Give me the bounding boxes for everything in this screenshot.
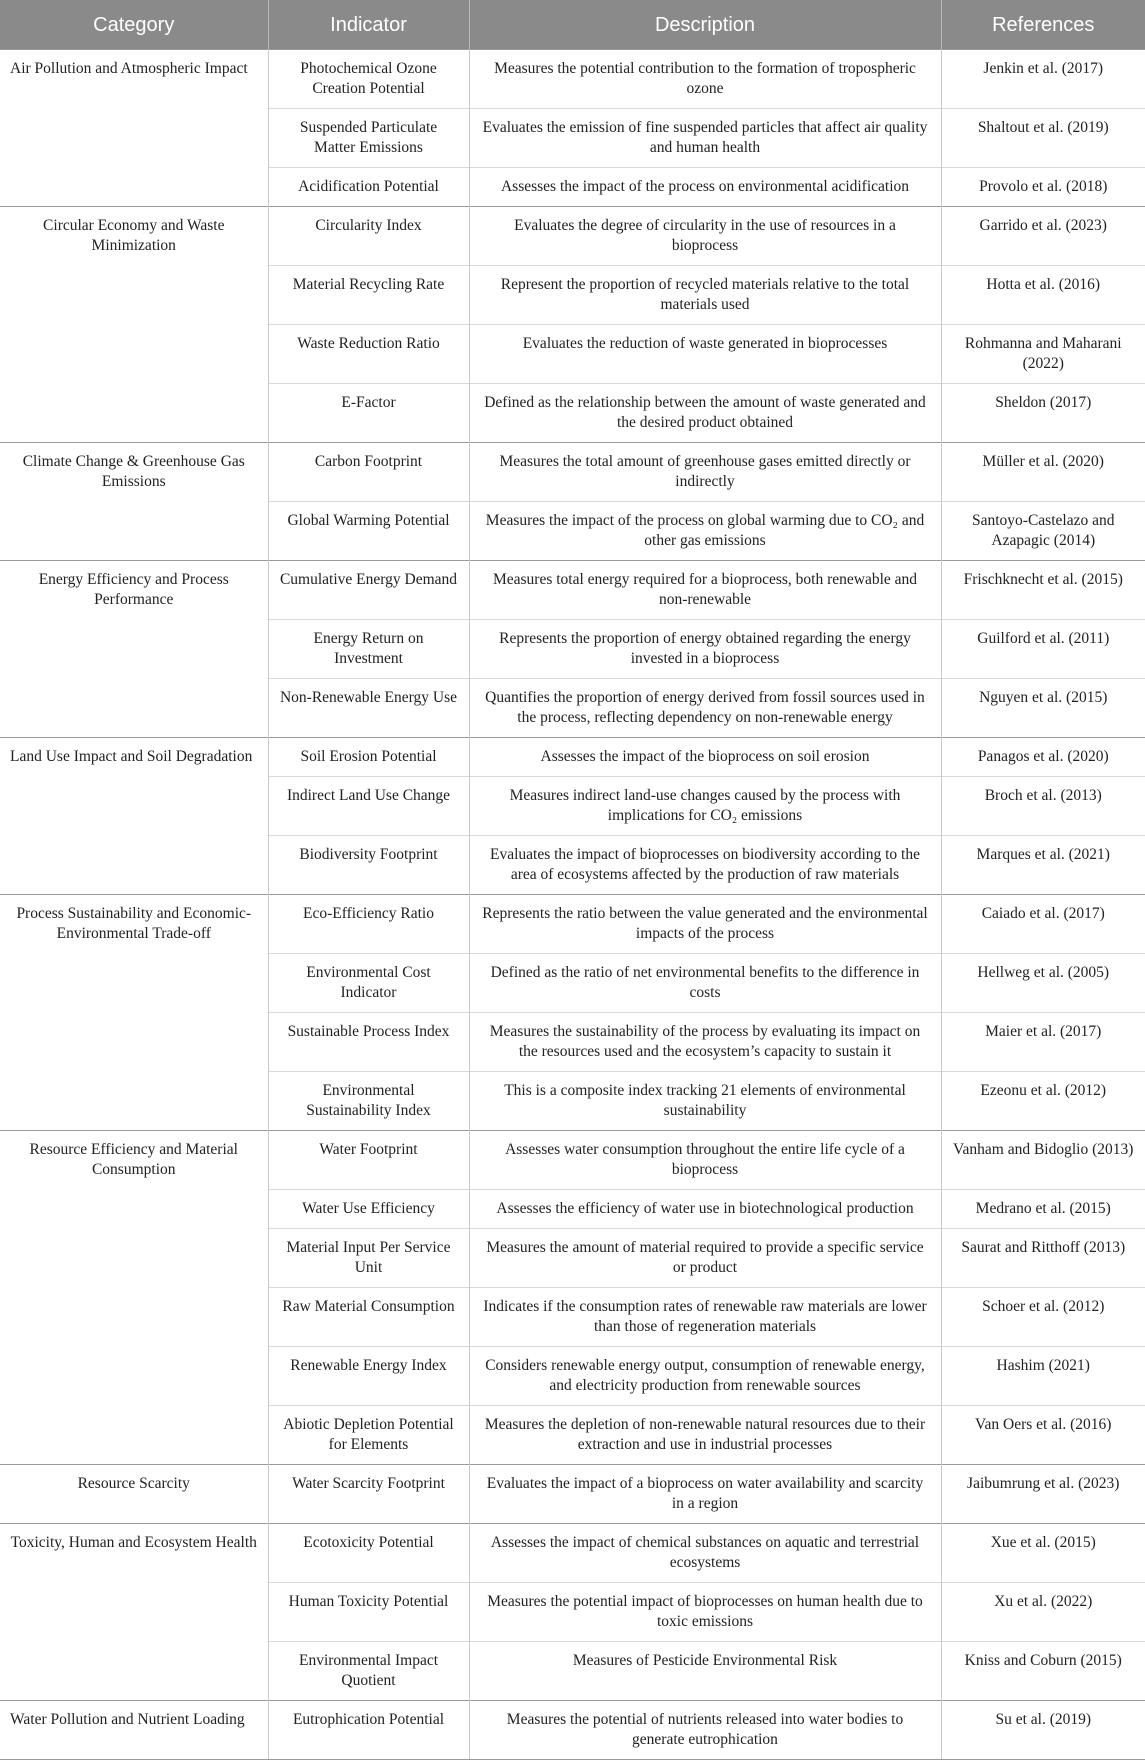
table-row <box>0 738 1145 777</box>
reference-cell: Broch et al. (2013) <box>941 777 1145 836</box>
table-row <box>0 1131 1145 1190</box>
indicator-cell: Material Input Per Service Unit <box>268 1229 469 1288</box>
table-row <box>0 1465 1145 1524</box>
description-cell: Measures the sustainability of the process by evaluating its impact on the resources used and the ecosystem’s capacity to sustain it <box>469 1013 941 1072</box>
indicator-cell: Water Scarcity Footprint <box>268 1465 469 1524</box>
description-cell: Assesses the efficiency of water use in biotechnological production <box>469 1190 941 1229</box>
indicator-cell: Environmental Impact Quotient <box>268 1642 469 1701</box>
category-cell: Land Use Impact and Soil Degradation <box>0 738 268 895</box>
reference-cell: Müller et al. (2020) <box>941 443 1145 502</box>
reference-cell: Frischknecht et al. (2015) <box>941 561 1145 620</box>
reference-cell: Schoer et al. (2012) <box>941 1288 1145 1347</box>
indicator-cell: Cumulative Energy Demand <box>268 561 469 620</box>
indicator-cell: Eutrophication Potential <box>268 1701 469 1760</box>
description-cell: Measures the depletion of non-renewable natural resources due to their extraction and use in industrial processes <box>469 1406 941 1465</box>
indicator-cell: Water Use Efficiency <box>268 1190 469 1229</box>
reference-cell: Xu et al. (2022) <box>941 1583 1145 1642</box>
indicator-cell: Global Warming Potential <box>268 502 469 561</box>
indicator-cell: Environmental Sustainability Index <box>268 1072 469 1131</box>
description-cell: Indicates if the consumption rates of renewable raw materials are lower than those of regeneration materials <box>469 1288 941 1347</box>
table-body <box>0 50 1145 1760</box>
reference-cell: Provolo et al. (2018) <box>941 168 1145 207</box>
description-cell: Measures the impact of the process on global warming due to CO₂ and other gas emissions <box>469 502 941 561</box>
description-cell: Evaluates the reduction of waste generated in bioprocesses <box>469 325 941 384</box>
category-cell: Process Sustainability and Economic-Environmental Trade-off <box>0 895 268 1131</box>
header-category: Category <box>0 0 268 50</box>
description-cell: Evaluates the degree of circularity in the use of resources in a bioprocess <box>469 207 941 266</box>
description-cell: Considers renewable energy output, consumption of renewable energy, and electricity production from renewable sources <box>469 1347 941 1406</box>
description-cell: Represents the proportion of energy obtained regarding the energy invested in a bioprocess <box>469 620 941 679</box>
table-row <box>0 1524 1145 1583</box>
indicator-cell: Acidification Potential <box>268 168 469 207</box>
indicator-cell: Non-Renewable Energy Use <box>268 679 469 738</box>
description-cell: This is a composite index tracking 21 elements of environmental sustainability <box>469 1072 941 1131</box>
reference-cell: Kniss and Coburn (2015) <box>941 1642 1145 1701</box>
category-cell: Climate Change & Greenhouse Gas Emissions <box>0 443 268 561</box>
description-cell: Evaluates the emission of fine suspended particles that affect air quality and human health <box>469 109 941 168</box>
indicator-cell: Sustainable Process Index <box>268 1013 469 1072</box>
reference-cell: Medrano et al. (2015) <box>941 1190 1145 1229</box>
reference-cell: Guilford et al. (2011) <box>941 620 1145 679</box>
category-cell: Resource Scarcity <box>0 1465 268 1524</box>
reference-cell: Panagos et al. (2020) <box>941 738 1145 777</box>
description-cell: Assesses the impact of the process on environmental acidification <box>469 168 941 207</box>
reference-cell: Saurat and Ritthoff (2013) <box>941 1229 1145 1288</box>
indicator-cell: Circularity Index <box>268 207 469 266</box>
indicator-cell: Biodiversity Footprint <box>268 836 469 895</box>
indicator-cell: Eco-Efficiency Ratio <box>268 895 469 954</box>
reference-cell: Hellweg et al. (2005) <box>941 954 1145 1013</box>
reference-cell: Maier et al. (2017) <box>941 1013 1145 1072</box>
indicator-cell: Material Recycling Rate <box>268 266 469 325</box>
description-cell: Measures the amount of material required to provide a specific service or product <box>469 1229 941 1288</box>
table-row <box>0 50 1145 109</box>
category-cell: Toxicity, Human and Ecosystem Health <box>0 1524 268 1701</box>
header-description: Description <box>469 0 941 50</box>
category-cell: Resource Efficiency and Material Consumption <box>0 1131 268 1465</box>
reference-cell: Nguyen et al. (2015) <box>941 679 1145 738</box>
reference-cell: Van Oers et al. (2016) <box>941 1406 1145 1465</box>
description-cell: Assesses water consumption throughout the entire life cycle of a bioprocess <box>469 1131 941 1190</box>
reference-cell: Hotta et al. (2016) <box>941 266 1145 325</box>
indicator-cell: E-Factor <box>268 384 469 443</box>
description-cell: Represent the proportion of recycled materials relative to the total materials used <box>469 266 941 325</box>
indicator-cell: Soil Erosion Potential <box>268 738 469 777</box>
description-cell: Measures indirect land-use changes caused by the process with implications for CO₂ emissions <box>469 777 941 836</box>
reference-cell: Caiado et al. (2017) <box>941 895 1145 954</box>
description-cell: Measures total energy required for a bioprocess, both renewable and non-renewable <box>469 561 941 620</box>
description-cell: Measures the potential of nutrients released into water bodies to generate eutrophication <box>469 1701 941 1760</box>
table-row <box>0 1701 1145 1760</box>
reference-cell: Xue et al. (2015) <box>941 1524 1145 1583</box>
description-cell: Defined as the ratio of net environmental benefits to the difference in costs <box>469 954 941 1013</box>
table-row <box>0 895 1145 954</box>
indicator-cell: Renewable Energy Index <box>268 1347 469 1406</box>
header-indicator: Indicator <box>268 0 469 50</box>
table-row <box>0 207 1145 266</box>
category-cell: Water Pollution and Nutrient Loading <box>0 1701 268 1760</box>
description-cell: Measures the potential contribution to the formation of tropospheric ozone <box>469 50 941 109</box>
description-cell: Measures the total amount of greenhouse gases emitted directly or indirectly <box>469 443 941 502</box>
indicator-cell: Photochemical Ozone Creation Potential <box>268 50 469 109</box>
reference-cell: Marques et al. (2021) <box>941 836 1145 895</box>
indicator-cell: Waste Reduction Ratio <box>268 325 469 384</box>
category-cell: Circular Economy and Waste Minimization <box>0 207 268 443</box>
reference-cell: Shaltout et al. (2019) <box>941 109 1145 168</box>
table-row <box>0 443 1145 502</box>
category-cell: Air Pollution and Atmospheric Impact <box>0 50 268 207</box>
header-row <box>0 0 1145 50</box>
reference-cell: Su et al. (2019) <box>941 1701 1145 1760</box>
description-cell: Represents the ratio between the value generated and the environmental impacts of the process <box>469 895 941 954</box>
reference-cell: Garrido et al. (2023) <box>941 207 1145 266</box>
indicator-cell: Indirect Land Use Change <box>268 777 469 836</box>
description-cell: Assesses the impact of the bioprocess on soil erosion <box>469 738 941 777</box>
description-cell: Evaluates the impact of bioprocesses on biodiversity according to the area of ecosystems affected by the production of raw materials <box>469 836 941 895</box>
category-cell: Energy Efficiency and Process Performance <box>0 561 268 738</box>
indicator-cell: Energy Return on Investment <box>268 620 469 679</box>
indicator-cell: Ecotoxicity Potential <box>268 1524 469 1583</box>
reference-cell: Jenkin et al. (2017) <box>941 50 1145 109</box>
indicator-cell: Suspended Particulate Matter Emissions <box>268 109 469 168</box>
reference-cell: Sheldon (2017) <box>941 384 1145 443</box>
table-header <box>0 0 1145 50</box>
reference-cell: Hashim (2021) <box>941 1347 1145 1406</box>
description-cell: Measures of Pesticide Environmental Risk <box>469 1642 941 1701</box>
indicator-cell: Environmental Cost Indicator <box>268 954 469 1013</box>
reference-cell: Santoyo-Castelazo and Azapagic (2014) <box>941 502 1145 561</box>
reference-cell: Ezeonu et al. (2012) <box>941 1072 1145 1131</box>
indicator-cell: Abiotic Depletion Potential for Elements <box>268 1406 469 1465</box>
description-cell: Defined as the relationship between the amount of waste generated and the desired product obtained <box>469 384 941 443</box>
indicator-cell: Human Toxicity Potential <box>268 1583 469 1642</box>
reference-cell: Rohmanna and Maharani (2022) <box>941 325 1145 384</box>
indicator-cell: Water Footprint <box>268 1131 469 1190</box>
header-references: References <box>941 0 1145 50</box>
description-cell: Measures the potential impact of bioprocesses on human health due to toxic emissions <box>469 1583 941 1642</box>
description-cell: Assesses the impact of chemical substances on aquatic and terrestrial ecosystems <box>469 1524 941 1583</box>
description-cell: Evaluates the impact of a bioprocess on water availability and scarcity in a region <box>469 1465 941 1524</box>
table-row <box>0 561 1145 620</box>
description-cell: Quantifies the proportion of energy derived from fossil sources used in the process, reflecting dependency on non-renewable energy <box>469 679 941 738</box>
indicator-cell: Raw Material Consumption <box>268 1288 469 1347</box>
indicator-cell: Carbon Footprint <box>268 443 469 502</box>
reference-cell: Vanham and Bidoglio (2013) <box>941 1131 1145 1190</box>
reference-cell: Jaibumrung et al. (2023) <box>941 1465 1145 1524</box>
